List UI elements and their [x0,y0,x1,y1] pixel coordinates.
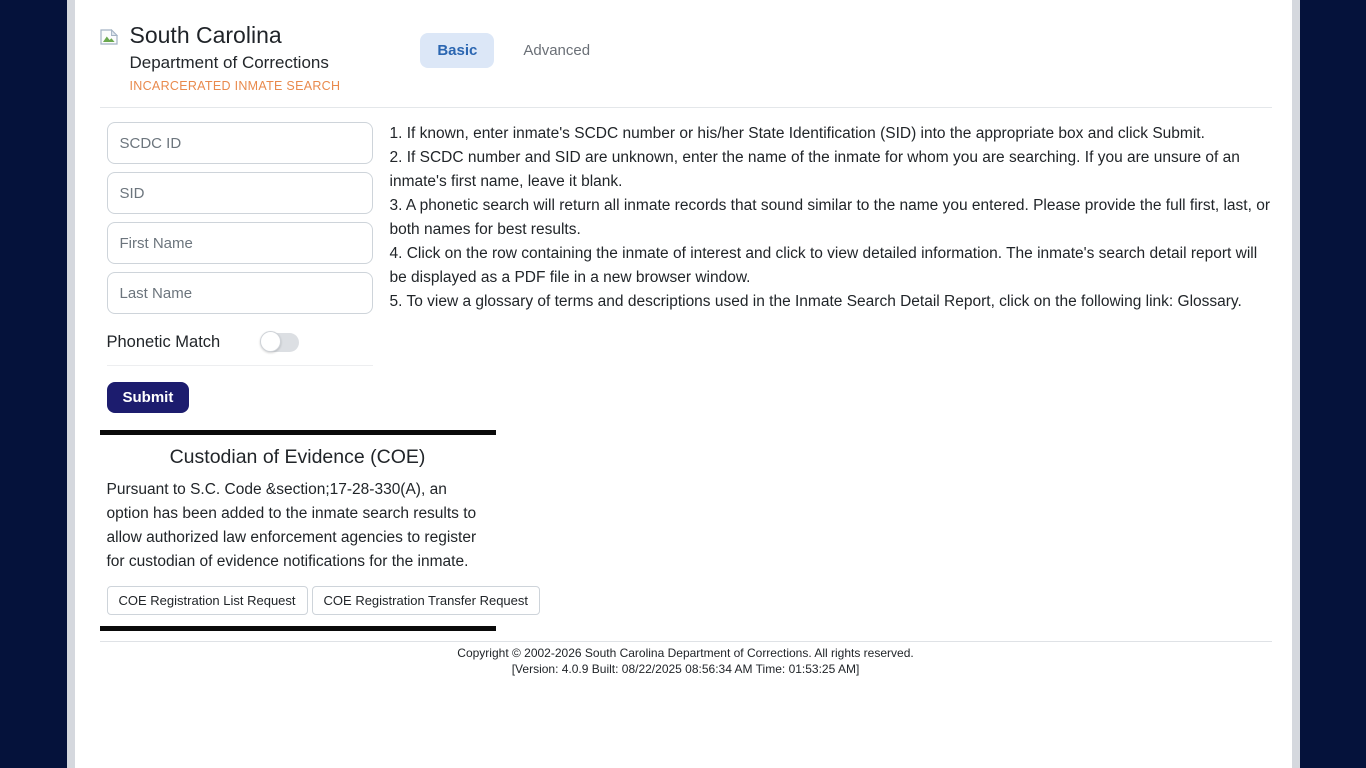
footer-version: [Version: 4.0.9 Built: 08/22/2025 08:56:34 AM Time: 01:53:25 AM] [511,662,860,676]
search-mode-tabs [420,33,607,68]
page-subtitle: Department of Corrections [129,53,329,72]
header [100,0,1272,108]
last-name-input[interactable] [107,272,373,314]
brand-text [130,21,341,95]
page-tagline: INCARCERATED INMATE SEARCH [129,79,341,93]
submit-button[interactable]: Submit [107,382,190,413]
page-title: South Carolina [129,22,282,48]
footer-copyright: Copyright © 2002-2026 South Carolina Department of Corrections. All rights reserved. [457,646,914,660]
phonetic-match-row [107,322,373,366]
coe-registration-list-request-button[interactable]: COE Registration List Request [107,586,308,615]
glossary-link[interactable]: Glossary. [1177,293,1242,310]
coe-registration-transfer-request-button[interactable]: COE Registration Transfer Request [312,586,540,615]
phonetic-match-label: Phonetic Match [106,333,221,351]
instruction-item [390,290,1272,314]
brand [100,21,341,95]
main-content [100,122,1272,413]
instruction-item-text: 5. To view a glossary of terms and descriptions used in the Inmate Search Detail Report, click on the following link: [389,293,1178,310]
scdc-id-input[interactable] [107,122,373,164]
coe-heading: Custodian of Evidence (COE) [169,446,426,468]
content-page [67,0,1300,768]
tab-basic[interactable]: Basic [420,33,494,68]
first-name-input[interactable] [107,222,373,264]
broken-image-icon [100,29,118,50]
footer [100,641,1272,677]
coe-buttons [100,586,529,626]
instruction-item: 4. Click on the row containing the inmate of interest and click to view detailed information. The inmate's search detail report will be displayed as a PDF file in a new browser window. [389,245,1258,286]
coe-body-text: Pursuant to S.C. Code &section;17-28-330(A), an option has been added to the inmate search results to allow authorized law enforcement agencies to register for custodian of evidence notifications for the inmate. [106,481,477,570]
sid-input[interactable] [107,172,373,214]
instructions [390,122,1272,413]
instruction-item: 3. A phonetic search will return all inmate records that sound similar to the name you entered. Please provide the full first, last, or both names for best results. [389,197,1271,238]
coe-section [100,430,529,631]
toggle-knob-icon [260,331,281,352]
search-form [100,122,373,413]
instruction-item: 1. If known, enter inmate's SCDC number or his/her State Identification (SID) into the appropriate box and click Submit. [389,125,1205,142]
phonetic-match-toggle[interactable] [261,333,299,352]
tab-advanced[interactable]: Advanced [506,33,607,68]
instruction-item: 2. If SCDC number and SID are unknown, enter the name of the inmate for whom you are searching. If you are unsure of an inmate's first name, leave it blank. [389,149,1240,190]
